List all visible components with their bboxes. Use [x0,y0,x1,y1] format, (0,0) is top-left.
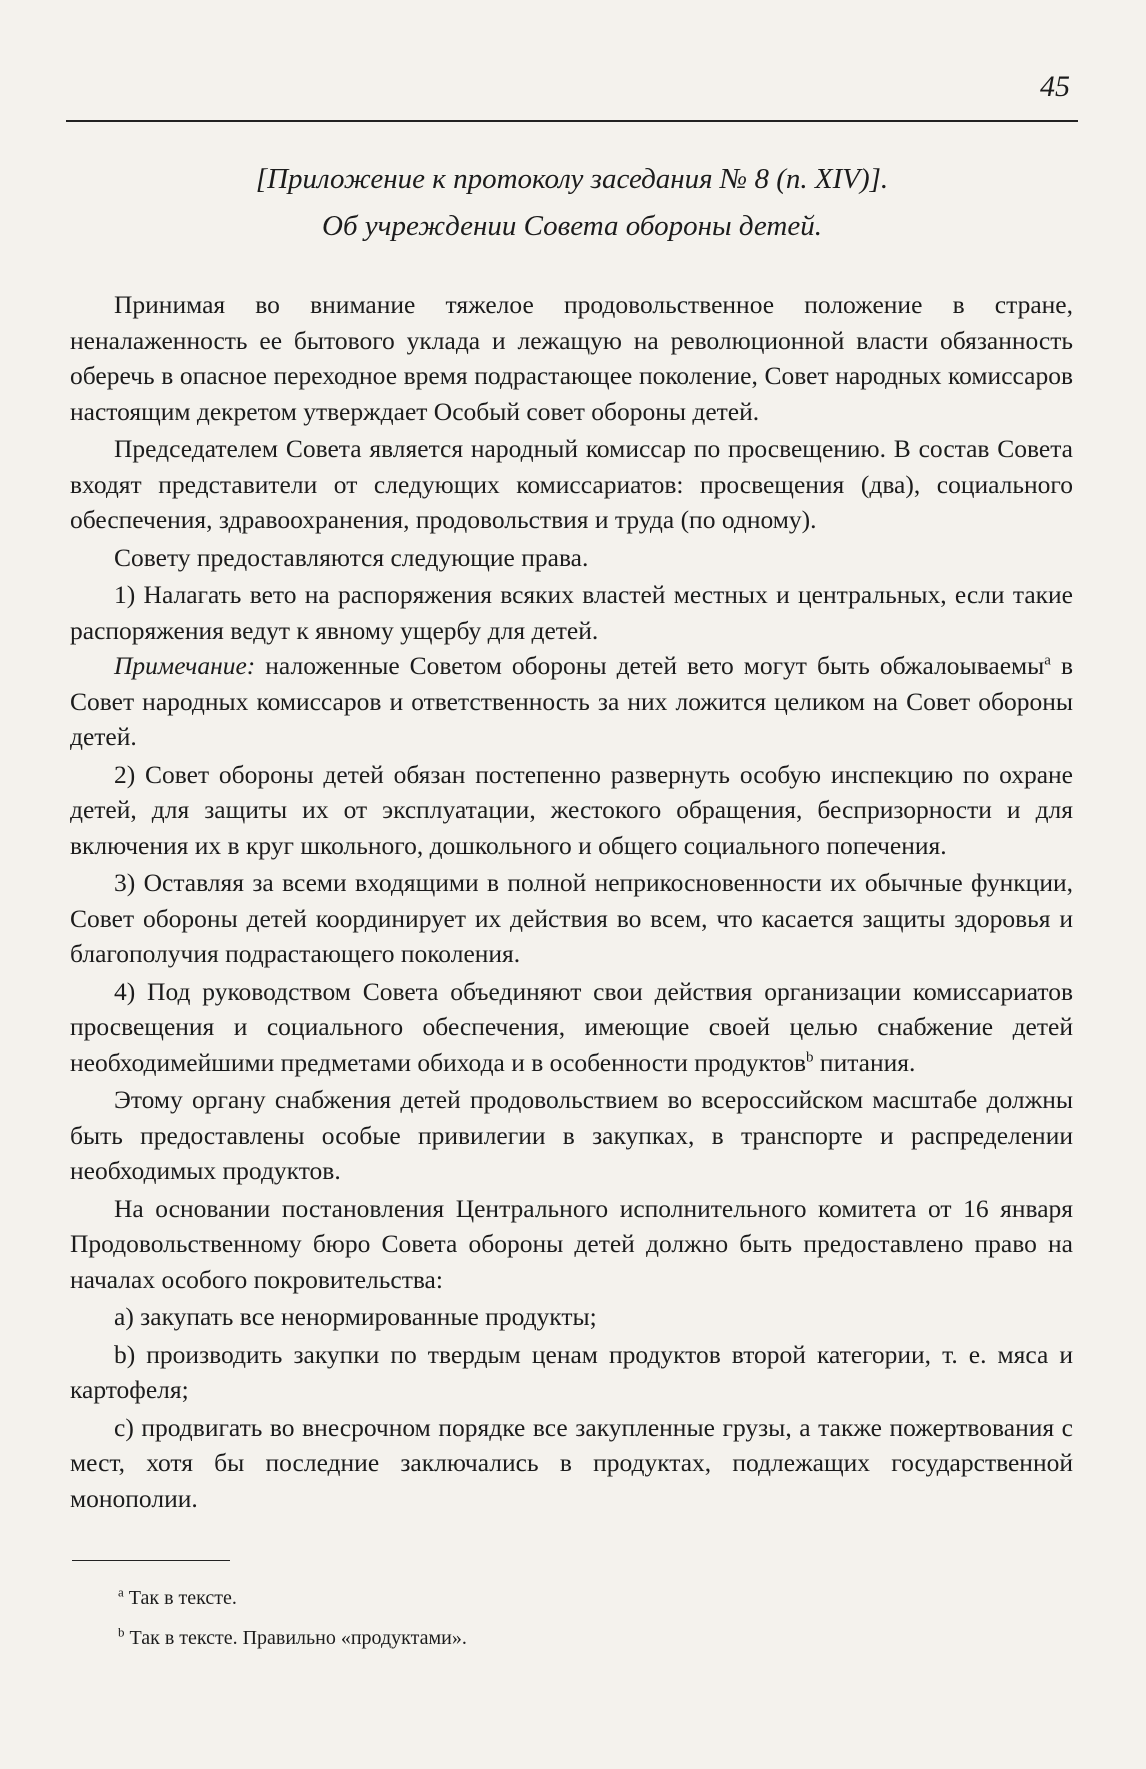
appendix-title: [Приложение к протоколу заседания № 8 (п. XIV)]. [255,163,889,195]
footnote-b-text: Так в тексте. Правильно «продуктами». [124,1627,467,1649]
note-text-b: в Совет народных комиссаров и ответственность за них ложится целиком на Совет обороны детей. [70,651,1074,751]
paragraph-chairman: Председателем Совета является народный комиссар по просвещению. В состав Совета входят представители от следующих комиссариатов: просвещения (два), социального обеспечения, здравоохранения, продовольствия и труда (по одному). [70,434,1073,534]
decree-title: Об учреждении Совета обороны детей. [322,210,822,242]
footnote-b [118,1618,467,1658]
footnote-ref-b: b [806,1049,814,1065]
header-rule [66,120,1078,122]
footnote-a-mark: a [118,1584,124,1600]
decree-body [70,287,1073,1518]
paragraph-item-a: а) закупать все ненормированные продукты; [114,1302,597,1331]
footnote-a-text: Так в тексте. [123,1587,237,1609]
paragraph-rights-intro: Совету предоставляются следующие права. [114,542,589,572]
note-text-a: наложенные Советом обороны детей вето могут быть обжалоываемы [255,651,1045,680]
footnote-rule [72,1560,230,1561]
paragraph-note [70,648,1073,755]
document-heading [66,156,1078,250]
paragraph-intro: Принимая во внимание тяжелое продовольственное положение в стране, неналаженность ее бытового уклада и лежащую на революционной власти обязанность оберечь в опасное переходное время подрастающее поколение, Совет народных комиссаров настоящим декретом утверждает Особый совет обороны детей. [70,290,1073,426]
footnote-b-mark: b [118,1624,125,1640]
paragraph-right-1: 1) Налагать вето на распоряжения всяких властей местных и центральных, если такие распоряжения ведут к явному ущербу для детей. [70,580,1073,645]
paragraph-item-b: b) производить закупки по твердым ценам продуктов второй категории, т. е. мяса и картофеля; [70,1339,1073,1404]
paragraph-privileges: Этому органу снабжения детей продовольствием во всероссийском масштабе должны быть предоставлены особые привилегии в закупках, в транспорте и распределении необходимых продуктов. [70,1085,1073,1185]
page-number: 45 [1040,70,1070,103]
paragraph-right-4 [70,974,1073,1081]
footnote-ref-a: a [1044,652,1051,669]
footnotes [118,1578,467,1658]
paragraph-right-2: 2) Совет обороны детей обязан постепенно развернуть особую инспекцию по охране детей, для защиты их от эксплуатации, жестокого обращения, беспризорности и для включения их в круг школьного, дошкольного и общего социального попечения. [70,759,1073,860]
footnote-a [118,1578,467,1618]
paragraph-cec-resolution: На основании постановления Центрального исполнительного комитета от 16 января Продовольственному бюро Совета обороны детей должно быть предоставлено право на началах особого покровительства: [70,1193,1073,1294]
note-label: Примечание: [114,651,256,680]
paragraph-right-3: 3) Оставляя за всеми входящими в полной неприкосновенности их обычные функции, Совет обороны детей координирует их действия во всем, что касается защиты здоровья и благополучия подрастающего поколения. [70,868,1073,968]
right-4-text-b: питания. [813,1047,916,1077]
right-4-text-a: 4) Под руководством Совета объединяют свои действия организации комиссариатов просвещения и социального обеспечения, имеющие своей целью снабжение детей необходимейшими предметами обихода и в особенности продуктов [70,976,1073,1077]
paragraph-item-c: с) продвигать во внесрочном порядке все закупленные грузы, а также пожертвования с мест, хотя бы последние заключались в продуктах, подлежащих государственной монополии. [70,1412,1073,1513]
